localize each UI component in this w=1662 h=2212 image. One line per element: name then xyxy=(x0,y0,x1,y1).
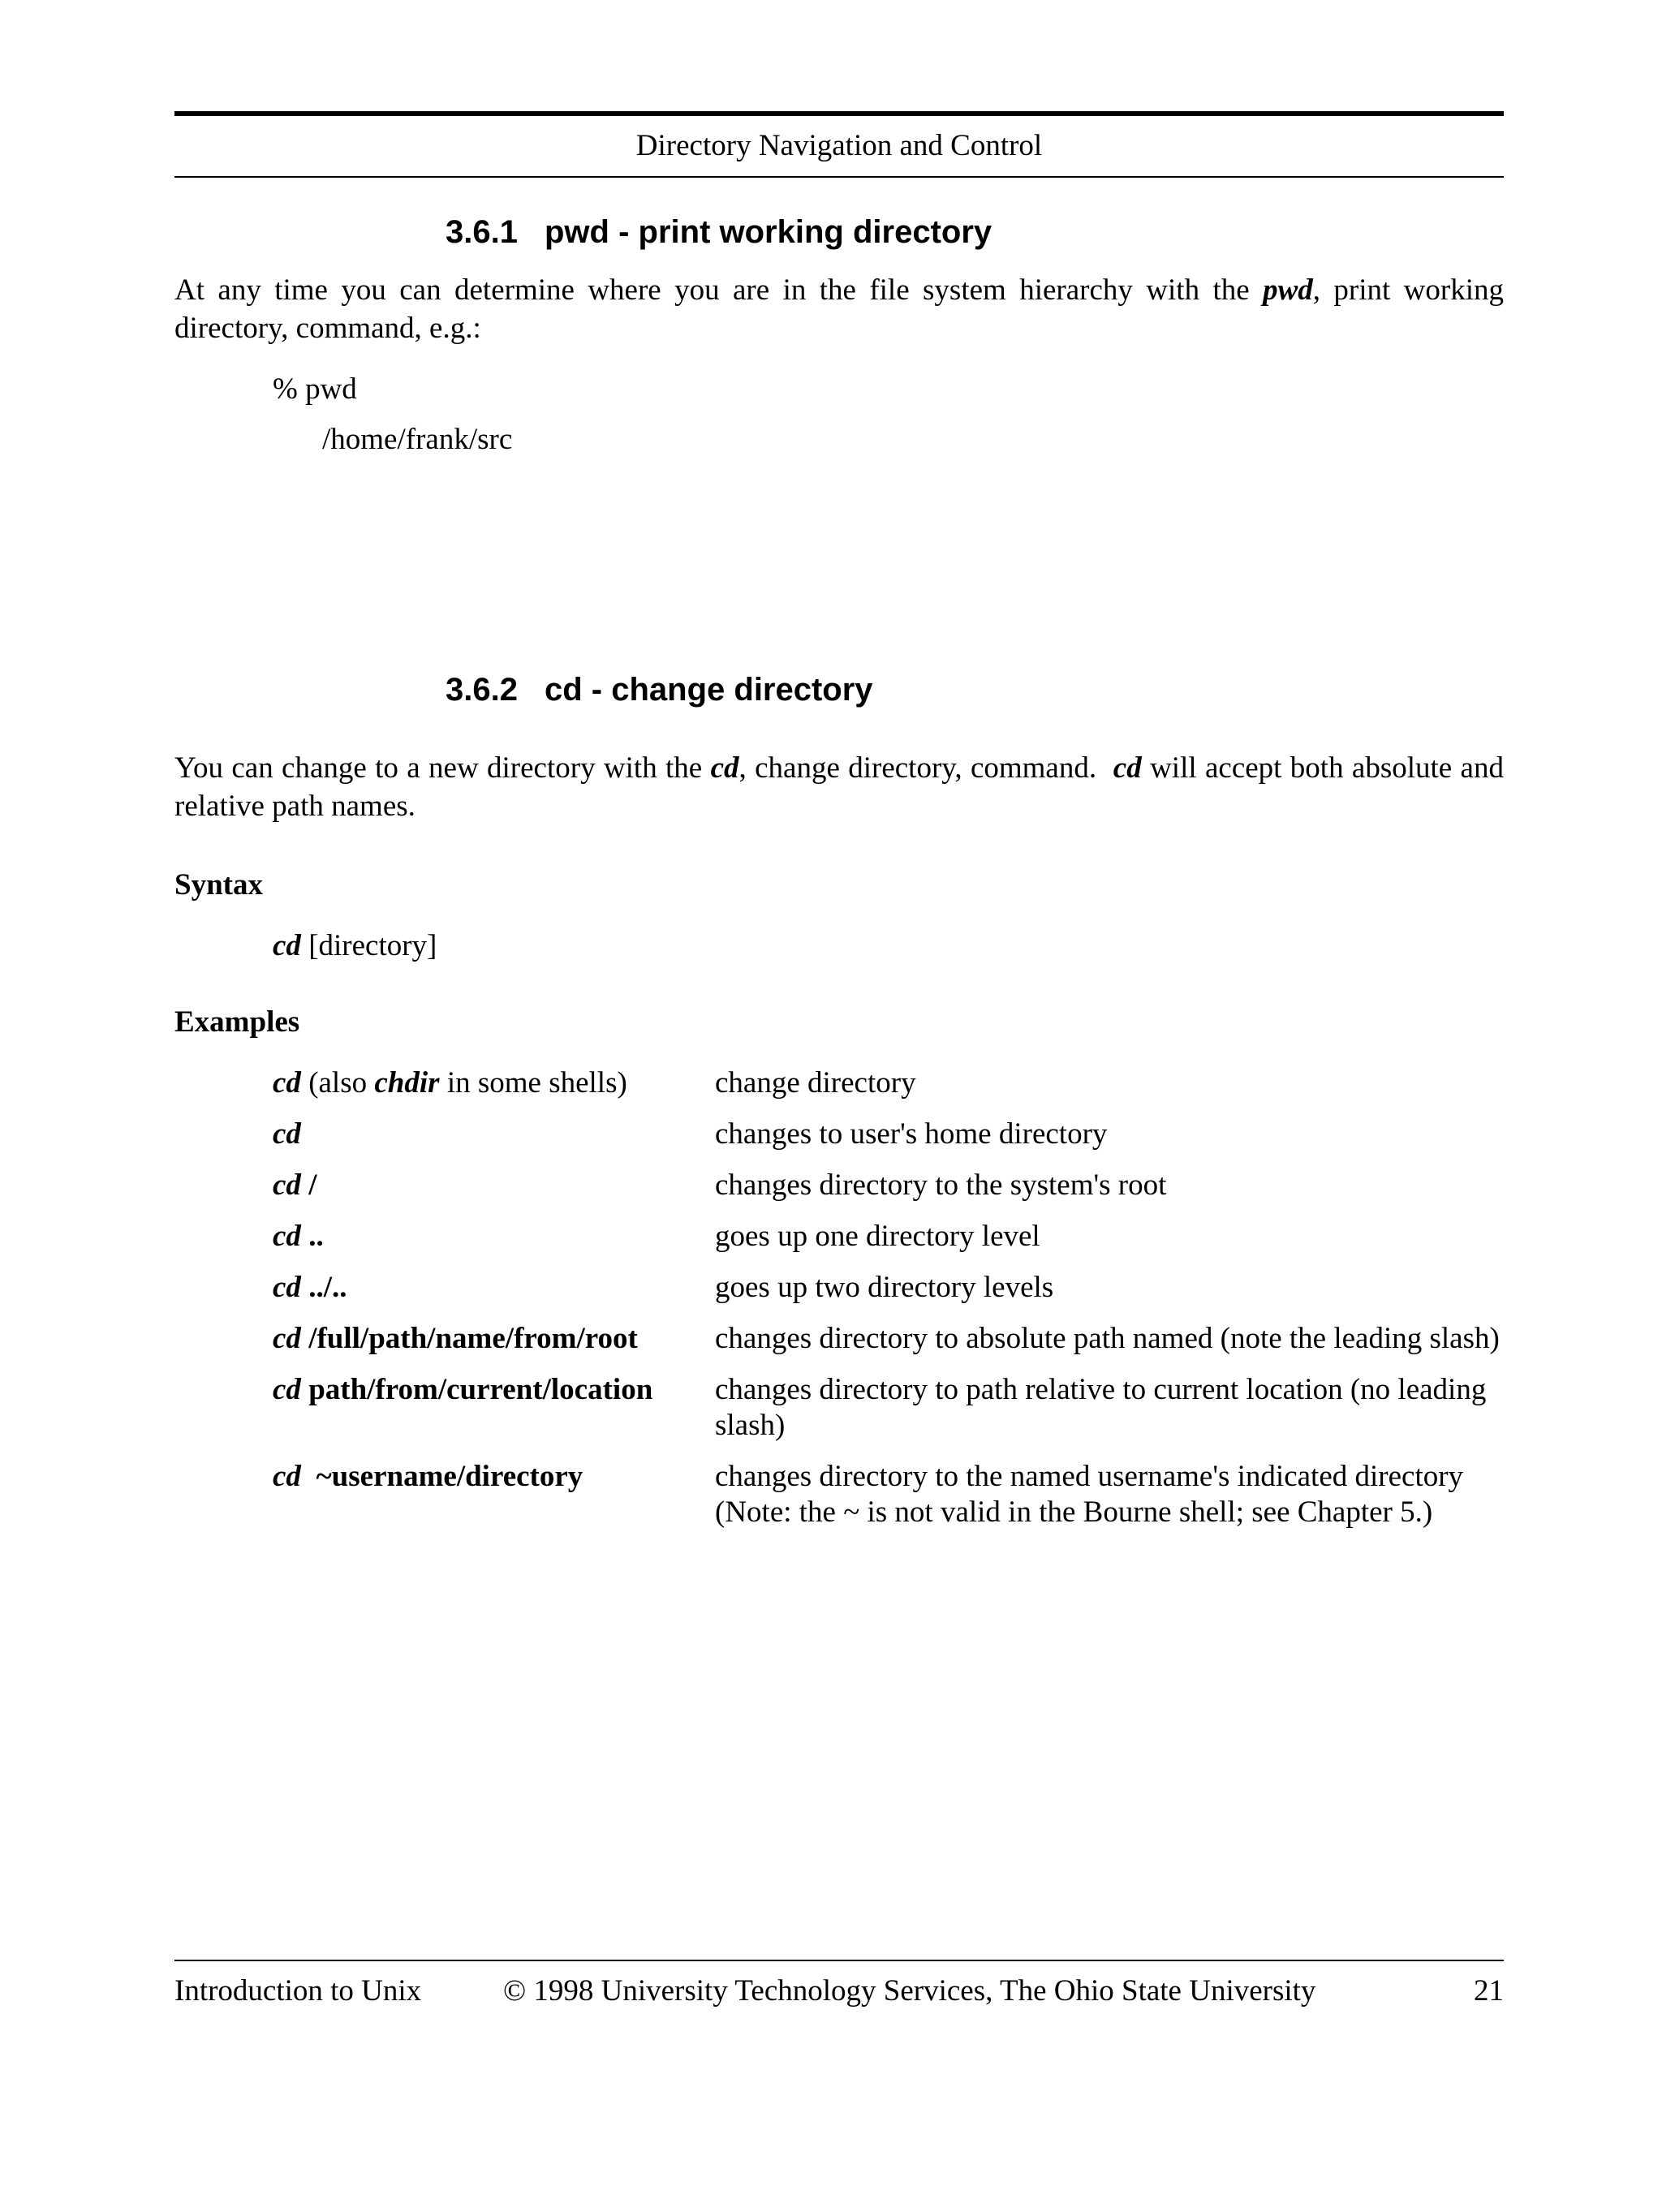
paragraph-text: , change directory, command. xyxy=(738,751,1113,785)
command-argument: ~username/directory xyxy=(300,1460,583,1493)
example-command xyxy=(273,1372,711,1408)
command-name: cd xyxy=(273,1168,301,1202)
example-description: change directory xyxy=(715,1066,916,1100)
example-command xyxy=(273,1459,711,1495)
command-name: cd xyxy=(273,1373,301,1406)
paragraph-text: will accept both absolute and relative path names. xyxy=(174,751,1504,823)
example-description: changes directory to the system's root xyxy=(715,1168,1167,1202)
cd-intro-paragraph xyxy=(174,749,1504,825)
command-argument: path/from/current/location xyxy=(300,1373,653,1406)
command-name: cd xyxy=(273,1460,301,1493)
command-argument: .. xyxy=(300,1220,324,1253)
syntax-line xyxy=(273,928,437,964)
command-note: (also xyxy=(300,1066,375,1100)
command-name: cd xyxy=(273,1066,301,1100)
example-description: changes directory to the named username's indicated directory (Note: the ~ is not valid in the Bourne shell; see Chapter 5.) xyxy=(715,1460,1464,1529)
example-command xyxy=(273,1065,711,1101)
example-command xyxy=(273,1117,711,1152)
section-heading-cd xyxy=(446,670,873,709)
footer-copyright: © 1998 University Technology Services, The Ohio State University xyxy=(503,1974,1316,2008)
example-command xyxy=(273,1321,711,1357)
command-name: cd xyxy=(273,1322,301,1355)
paragraph-text: You can change to a new directory with the xyxy=(174,751,711,785)
example-command xyxy=(273,1219,711,1254)
command-name: pwd xyxy=(1263,273,1313,307)
example-command xyxy=(273,1270,711,1306)
example-command xyxy=(273,1168,711,1203)
section-number: 3.6.2 xyxy=(446,672,518,708)
pwd-example-prompt: % pwd xyxy=(273,372,357,406)
paragraph-text: , print working directory, command, e.g.: xyxy=(174,273,1505,345)
command-name: cd xyxy=(273,1117,301,1151)
section-title: pwd - print working directory xyxy=(545,214,992,250)
command-argument: / xyxy=(300,1168,317,1202)
command-name: cd xyxy=(1113,751,1142,785)
pwd-intro-paragraph xyxy=(174,271,1504,347)
example-description: changes directory to absolute path named (note the leading slash) xyxy=(715,1322,1500,1355)
command-name: cd xyxy=(273,929,301,962)
example-description: changes directory to path relative to current location (no leading slash) xyxy=(715,1373,1487,1442)
command-name: cd xyxy=(273,1271,301,1304)
command-name: cd xyxy=(273,1220,301,1253)
running-header-title: Directory Navigation and Control xyxy=(635,129,1043,162)
footer-rule xyxy=(174,1960,1504,1961)
header-rule-thick xyxy=(174,111,1504,116)
page-number: 21 xyxy=(1474,1974,1504,2008)
command-name: cd xyxy=(710,751,739,785)
header-rule-thin xyxy=(174,176,1504,178)
syntax-argument: [directory] xyxy=(300,929,437,962)
section-number: 3.6.1 xyxy=(446,214,518,250)
pwd-example-output: /home/frank/src xyxy=(322,423,513,456)
command-note: in some shells) xyxy=(439,1066,627,1100)
command-argument: ../.. xyxy=(300,1271,347,1304)
section-title: cd - change directory xyxy=(545,672,873,708)
section-heading-pwd xyxy=(446,213,992,252)
paragraph-text: At any time you can determine where you are in the file system hierarchy with the xyxy=(174,273,1264,307)
example-description: goes up two directory levels xyxy=(715,1271,1054,1304)
command-name: chdir xyxy=(374,1066,440,1100)
examples-heading: Examples xyxy=(174,1005,300,1039)
syntax-heading: Syntax xyxy=(174,868,263,902)
example-description: goes up one directory level xyxy=(715,1220,1040,1253)
command-argument: /full/path/name/from/root xyxy=(300,1322,638,1355)
example-description: changes to user's home directory xyxy=(715,1117,1108,1151)
footer-left-text: Introduction to Unix xyxy=(174,1974,422,2008)
